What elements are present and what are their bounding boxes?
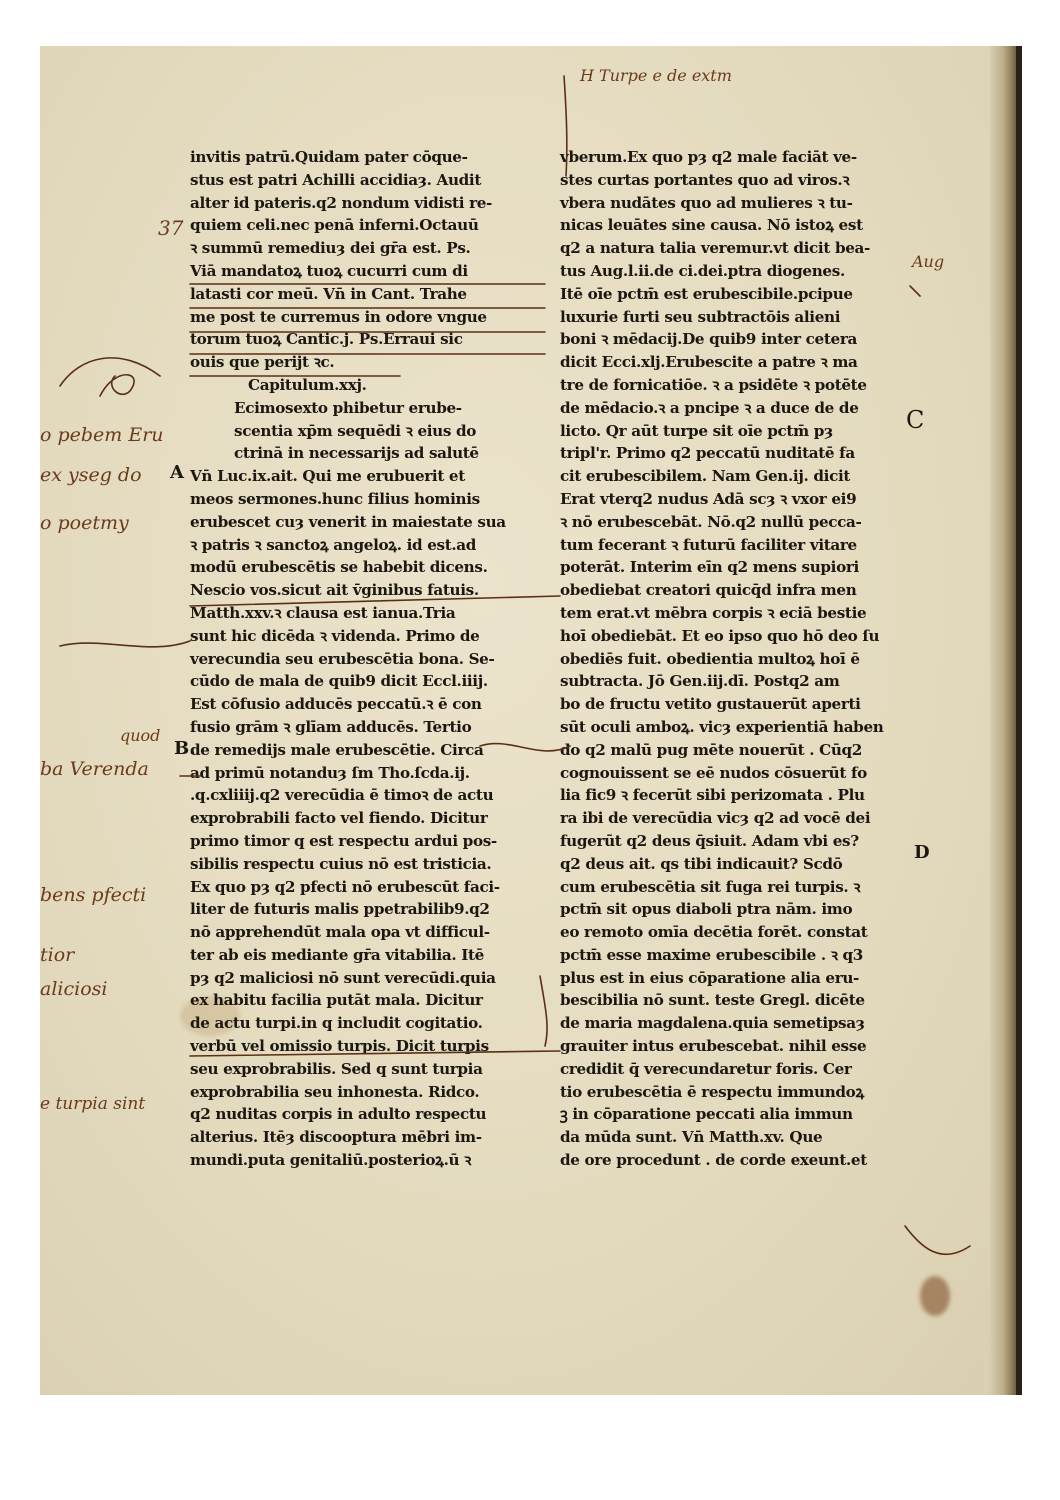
ink-stroke [564, 76, 567, 176]
text-line: sibilis respectu cuius nō est tristicia. [190, 854, 492, 873]
text-line: bescibilia nō sunt. teste Gregl. dicēte [560, 991, 865, 1010]
text-line: licto. Qr aūt turpe sit oīe pctm̄ pȝ [560, 421, 833, 440]
text-line: sūt oculi amboꝝ. vicȝ experientiā haben [560, 717, 884, 736]
text-line: Capitulum.xxj. [248, 375, 367, 394]
text-line: obediēs fuit. obedientia multoꝝ hoī ē [560, 649, 860, 668]
ink-flourish [480, 744, 570, 751]
text-line: Nescio vos.sicut ait v̄ginibus fatuis. [190, 581, 479, 600]
margin-note: aliciosi [40, 978, 108, 1000]
text-line: sunt hic dicēda ꝛ videnda. Primo de [190, 626, 480, 645]
printed-marker: B. [174, 738, 196, 759]
margin-note: Aug [912, 252, 945, 271]
printed-marker: A [170, 462, 184, 483]
text-line: liter de futuris malis ppetrabilib9.q2 [190, 900, 490, 919]
text-line: cit erubescibilem. Nam Gen.ij. dicit [560, 467, 851, 486]
text-line: alter id pateris.q2 nondum vidisti re- [190, 193, 492, 212]
margin-note: tior [40, 944, 75, 966]
ink-underline [190, 596, 560, 606]
text-line: eo remoto omīa decētia forēt. constat [560, 923, 868, 942]
text-line: Itē oīe pctm̄ est erubescibile.pcipue [560, 284, 853, 303]
text-line: q2 nuditas corpis in adulto respectu [190, 1105, 487, 1124]
text-line: cūdo de mala de quib9 dicit Eccl.iiij. [190, 672, 488, 691]
text-line: grauiter intus erubescebat. nihil esse [560, 1037, 867, 1056]
text-line: hoī obediebāt. Et eo ipso quo hō deo ſu [560, 626, 880, 645]
text-line: invitis patrū.Quidam pater cōque- [190, 148, 468, 166]
text-line: erubescet cuȝ venerit in maiestate sua [190, 512, 506, 531]
text-line: cognouissent se eē nudos cōsuerūt fo [560, 763, 867, 782]
text-line: credidit q̄ verecundaretur foris. Cer [560, 1059, 852, 1078]
text-line: Vn̄ Luc.ix.ait. Qui me erubuerit et [190, 467, 465, 486]
text-line: poterāt. Interim eīn q2 mens supiori [560, 558, 859, 577]
text-line: de maria magdalena.quia semetipsaȝ [560, 1014, 865, 1033]
text-line: boni ꝛ mēdacij.De quib9 inter cetera [560, 330, 857, 349]
text-line: dicit Ecci.xlj.Erubescite a patre ꝛ ma [560, 353, 858, 372]
text-line: scentia xp̄m sequēdi ꝛ eius do [234, 421, 477, 440]
text-line: Viā mandatoꝝ tuoꝝ cucurri cum di [190, 261, 468, 280]
text-line: verecundia seu erubescētia bona. Se- [190, 649, 495, 668]
text-line: obediebat creatori quicq̄d infra men [560, 581, 857, 600]
text-line: primo timor q est respectu ardui pos- [190, 831, 497, 850]
text-line: ctrinā in necessarijs ad salutē [234, 444, 479, 463]
text-line: tripl'r. Primo q2 peccatū nuditatē fa [560, 444, 855, 463]
text-line: ad primū notanduȝ ſm Tho.ſcda.ij. [190, 763, 470, 782]
text-line: pctm̄ esse maxime erubescibile . ꝛ q3 [560, 945, 864, 964]
text-line: pctm̄ sit opus diaboli ptra nām. imo [560, 900, 853, 919]
text-line: vberum.Ex quo pȝ q2 male faciāt ve- [560, 148, 857, 166]
text-line: subtracta. Jō Gen.iij.dī. Postq2 am [560, 672, 840, 691]
printed-marker: D [914, 842, 930, 863]
text-line: verbū vel omissio turpis. Dicit turpis [190, 1037, 489, 1056]
text-line: de remedijs male erubescētie. Circa [190, 740, 484, 759]
text-line: ex habitu facilia putāt mala. Dicitur [190, 991, 483, 1010]
text-line: lia fic9 ꝛ fecerūt sibi perizomata . Plu [560, 786, 865, 805]
text-line: pȝ q2 maliciosi nō sunt verecūdi.quia [190, 968, 496, 987]
text-line: Matth.xxv.ꝛ clausa est ianua.Tria [190, 603, 456, 622]
text-line: de mēdacio.ꝛ a pncipe ꝛ a duce de de [560, 398, 859, 417]
text-line: ter ab eis mediante gr̄a vitabilia. Itē [190, 945, 484, 964]
text-line: modū erubescētis se habebit dicens. [190, 558, 488, 577]
text-line: exprobrabili facto vel fiendo. Dicitur [190, 809, 488, 828]
text-line: ouis que perijt ꝛc. [190, 353, 335, 372]
text-line: nō apprehendūt mala opa vt difficul- [190, 923, 490, 942]
text-line: de actu turpi.in q includit cogitatio. [190, 1014, 483, 1033]
margin-note: o pebem Eru [40, 424, 164, 446]
margin-note: o poetmy [40, 512, 129, 534]
text-line: luxurie furti seu subtractōis alieni [560, 307, 841, 326]
text-line: q2 deus ait. qs tibi indicauit? Scdō [560, 854, 843, 873]
text-line: tre de fornicatiōe. ꝛ a psidēte ꝛ potēte [560, 375, 867, 394]
text-line: me post te curremus in odore vngue [190, 307, 487, 326]
text-line: ꝛ summū remediuȝ dei gr̄a est. Ps. [190, 239, 471, 258]
margin-note: e turpia sint [40, 1094, 146, 1114]
ink-underline [190, 1051, 560, 1056]
text-line: ꝛ nō erubescebāt. Nō.q2 nullū pecca- [560, 512, 862, 531]
text-line: fusio grām ꝛ glīam adducēs. Tertio [190, 717, 472, 736]
ink-stroke [60, 641, 190, 647]
text-line: torum tuoꝝ Cantic.j. Ps.Erraui sic [190, 330, 463, 349]
margin-note: bens pfecti [40, 884, 147, 906]
text-line: exprobrabilia seu inhonesta. Ridco. [190, 1082, 480, 1101]
text-line: alterius. Itēȝ discooptura mēbri im- [190, 1128, 482, 1147]
text-line: fugerūt q2 deus q̄siuit. Adam vbi es? [560, 831, 859, 850]
text-line: vbera nudātes quo ad mulieres ꝛ tu- [560, 193, 853, 212]
text-line: tem erat.vt mēbra corpis ꝛ eciā bestie [560, 603, 867, 622]
margin-note: ex yseg do [40, 464, 142, 486]
text-line: ra ibi de verecūdia vicȝ q2 ad vocē dei [560, 809, 871, 828]
text-line: Ecimosexto phibetur erube- [234, 398, 462, 417]
text-line: stes curtas portantes quo ad viros.ꝛ [560, 170, 850, 189]
text-line: Erat vterq2 nudus Adā scȝ ꝛ vxor ei9 [560, 489, 857, 508]
text-line: tum fecerant ꝛ futurū faciliter vitare [560, 535, 857, 554]
margin-note: C [906, 406, 925, 434]
text-line: do q2 malū pug mēte nouerūt . Cūq2 [560, 740, 863, 759]
margin-note: quod [120, 726, 161, 745]
text-line: q2 a natura talia veremur.vt dicit bea- [560, 239, 870, 258]
text-line: tus Aug.l.ii.de ci.dei.ptra diogenes. [560, 261, 845, 280]
text-line: ꝫ in cōparatione peccati alia immun [560, 1105, 853, 1124]
text-line: mundi.puta genitaliū.posterioꝝ.ū ꝛ [190, 1151, 472, 1170]
text-line: seu exprobrabilis. Sed q sunt turpia [190, 1059, 483, 1078]
ink-stroke [540, 976, 547, 1046]
text-line: .q.cxliiij.q2 verecūdia ē timoꝛ de actu [190, 786, 494, 805]
text-line: de ore procedunt . de corde exeunt.et [560, 1151, 867, 1170]
margin-note: ba Verenda [40, 758, 149, 780]
text-line: bo de fructu vetito gustauerūt aperti [560, 695, 861, 714]
text-line: da mūda sunt. Vn̄ Matth.xv. Que [560, 1128, 823, 1147]
ink-stroke [910, 286, 920, 296]
text-line: meos sermones.hunc filius hominis [190, 489, 480, 508]
text-line: plus est in eius cōparatione alia eru- [560, 968, 860, 987]
text-line: latasti cor meū. Vn̄ in Cant. Trahe [190, 284, 467, 303]
text-line: ꝛ patris ꝛ sanctoꝝ angeloꝝ. id est.ad [190, 535, 477, 554]
text-line: quiem celi.nec penā inferni.Octauū [190, 216, 479, 235]
page-scan [40, 46, 1022, 1395]
text-line: nicas leuātes sine causa. Nō istoꝝ est [560, 216, 863, 235]
header-note: H Turpe e de extm [580, 66, 732, 85]
annotation-strokes [40, 46, 1022, 1395]
ink-flourish [100, 375, 134, 396]
margin-note: 37 [158, 216, 184, 240]
ink-flourish [905, 1226, 970, 1254]
text-line: cum erubescētia sit fuga rei turpis. ꝛ [560, 877, 861, 896]
text-line: stus est patri Achilli accidiaȝ. Audit [190, 170, 481, 189]
text-line: Ex quo pȝ q2 pfecti nō erubescūt faci- [190, 877, 500, 896]
text-line: tio erubescētia ē respectu immundoꝝ [560, 1082, 864, 1101]
text-line: Est cōfusio adducēs peccatū.ꝛ ē con [190, 695, 482, 714]
